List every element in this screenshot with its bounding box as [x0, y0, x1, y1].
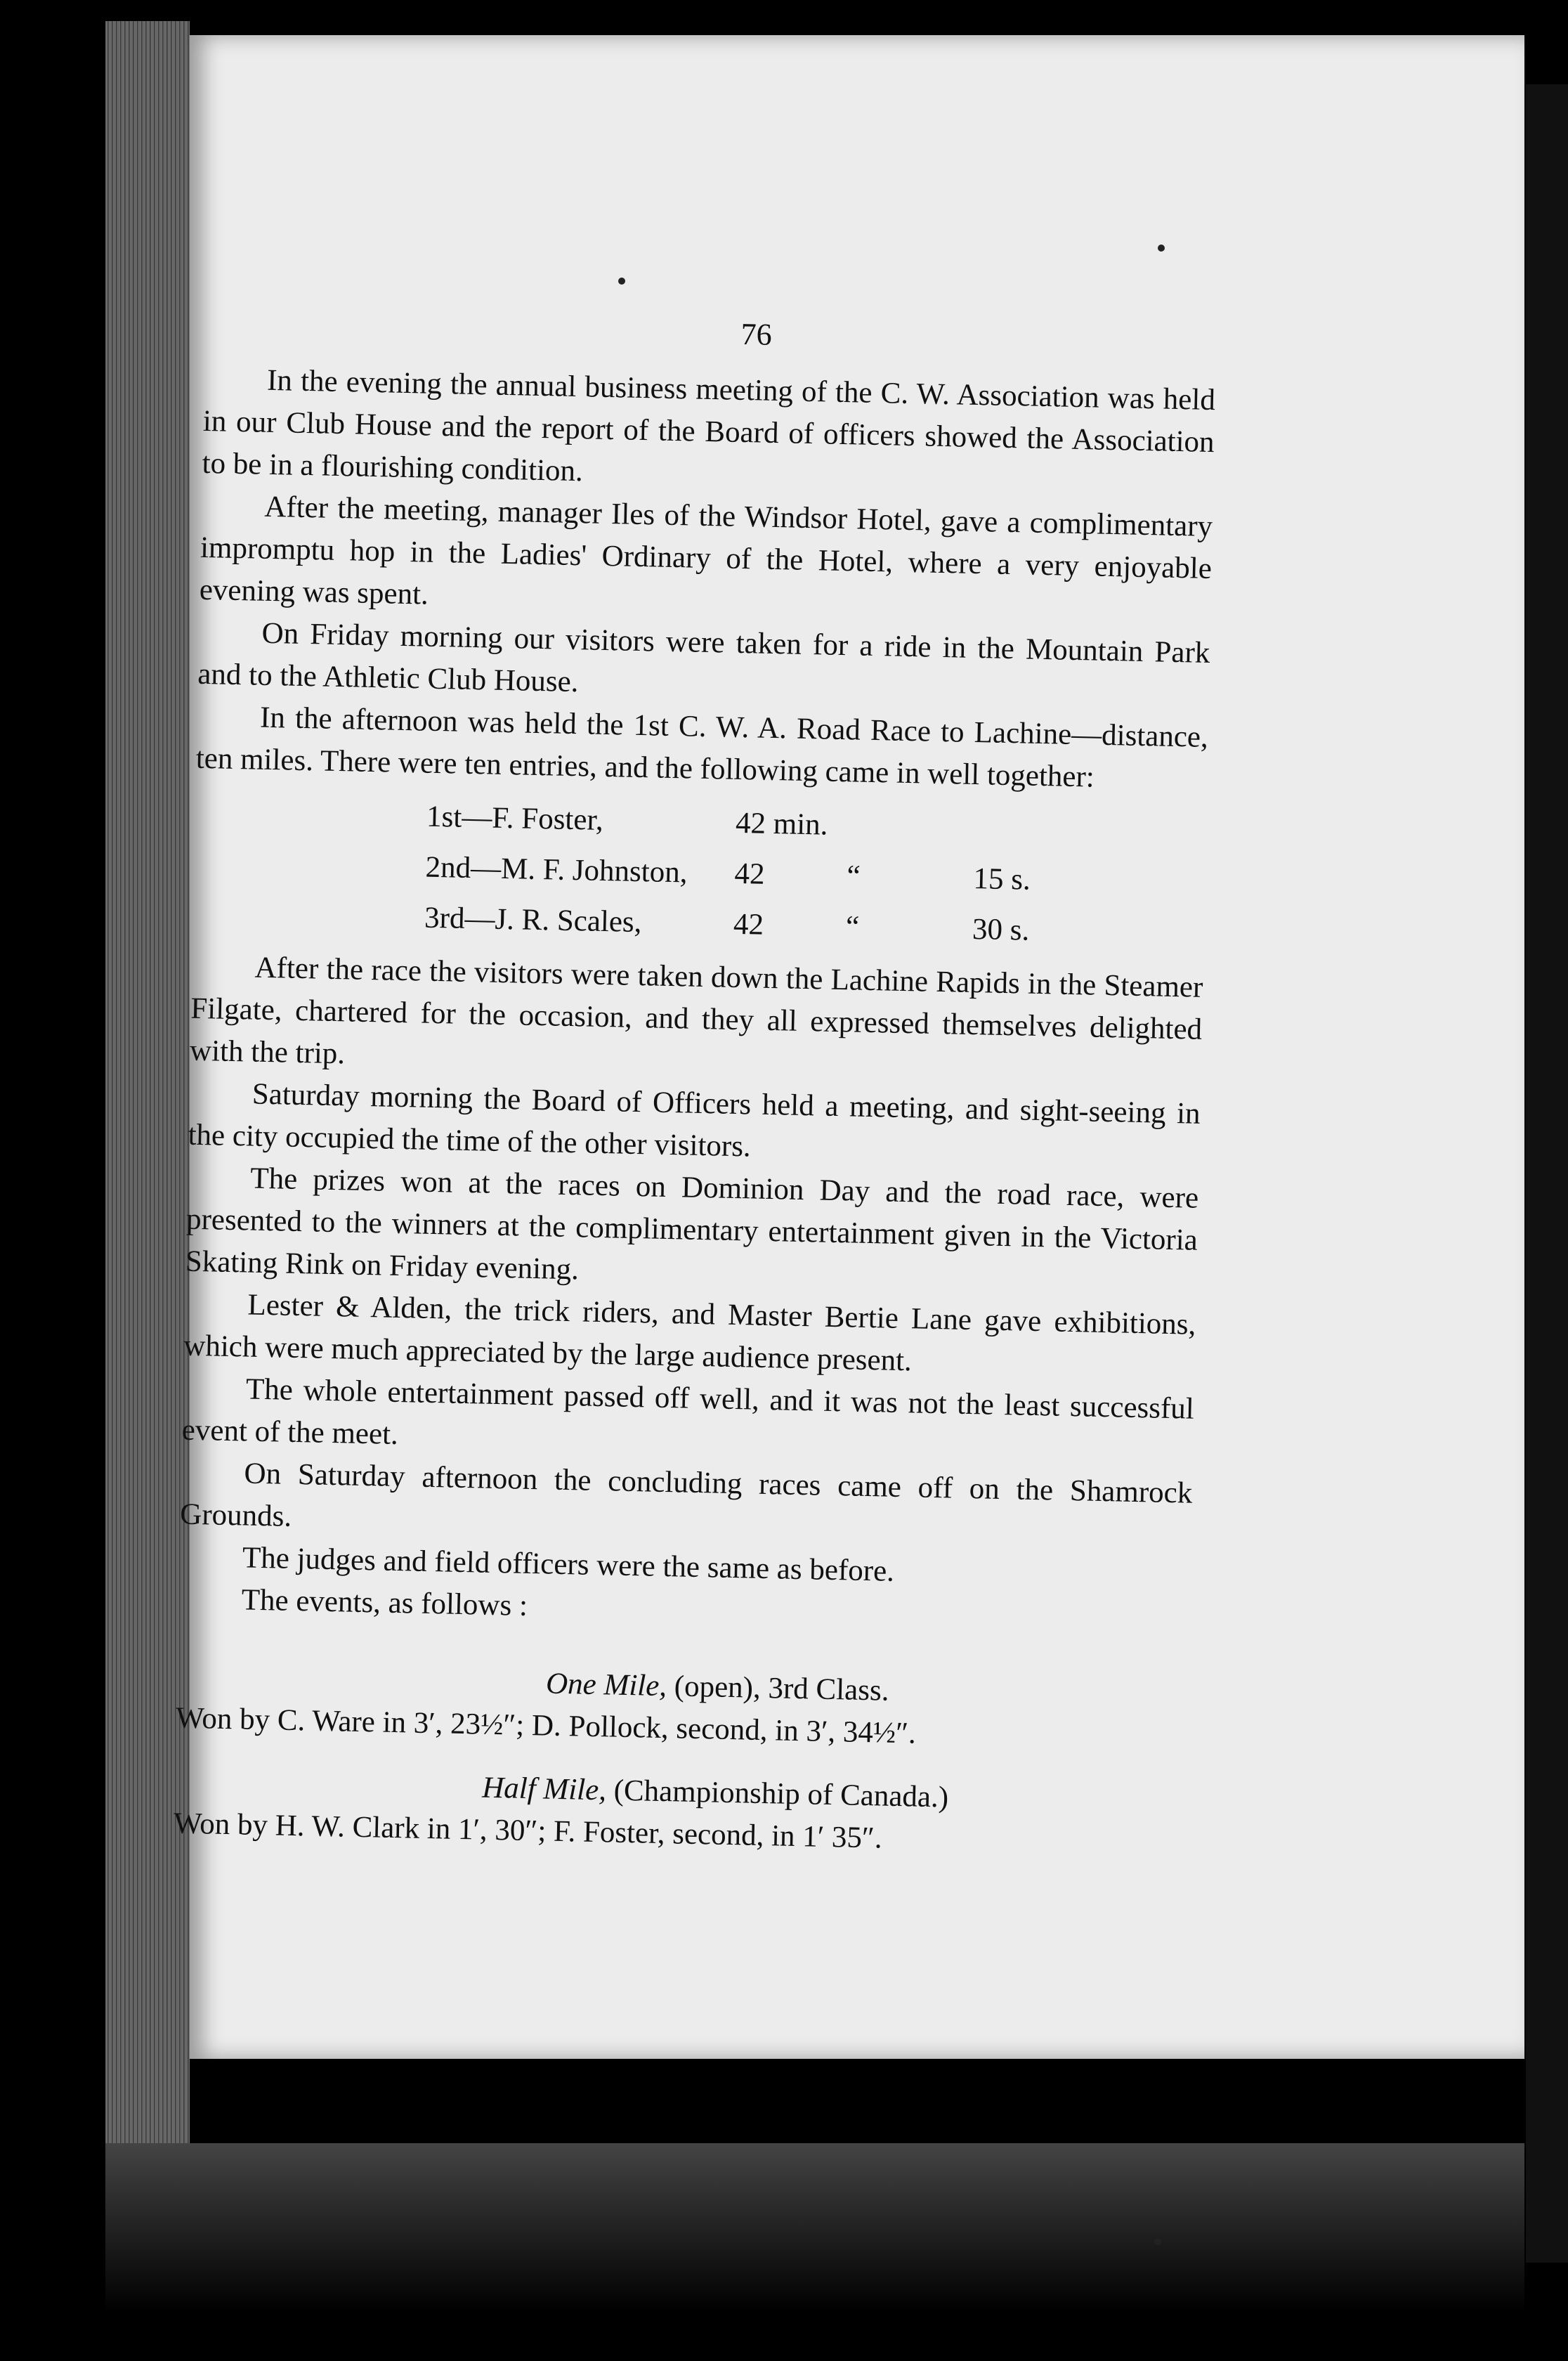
result-place: 3rd—J. R. Scales,	[424, 901, 642, 939]
event-detail: (open), 3rd Class.	[666, 1670, 889, 1708]
event-title: Half Mile,	[481, 1771, 607, 1807]
paragraph: In the evening the annual business meeting of the C. W. Association was held in our Club House and the report of the Board of officers showed the Association to be in a flourishing condition.	[202, 363, 1216, 488]
event-result: Won by H. W. Clark in 1′, 30″; F. Foster, second, in 1′ 35″.	[173, 1807, 883, 1855]
result-place: 1st—F. Foster,	[426, 800, 604, 837]
paragraph: After the race the visitors were taken down the Lachine Rapids in the Steamer Filgate, chartered for the occasion, and they all expressed themselves delighted with the trip.	[189, 951, 1203, 1071]
paragraph: The events, as follows :	[241, 1583, 528, 1622]
paragraph: Lester & Alden, the trick riders, and Master Bertie Lane gave exhibitions, which were much appreciated by the large audience present.	[183, 1288, 1196, 1378]
event-detail: (Championship of Canada.)	[606, 1774, 949, 1814]
event-title: One Mile,	[545, 1667, 667, 1703]
paragraph: The judges and field officers were the same as before.	[242, 1541, 895, 1588]
ink-speck	[1154, 2238, 1161, 2245]
paragraph: In the afternoon was held the 1st C. W. A. Road Race to Lachine—distance, ten miles. There were ten entries, and the following came in well together:	[195, 701, 1209, 794]
result-place: 2nd—M. F. Johnston,	[425, 850, 688, 890]
result-minutes: 42	[734, 857, 766, 891]
paragraph: Saturday morning the Board of Officers held a meeting, and sight-seeing in the city occupied the time of the other visitors.	[188, 1077, 1201, 1164]
paragraph: On Friday morning our visitors were taken for a ride in the Mountain Park and to the Athletic Club House.	[197, 616, 1210, 699]
result-minutes: 42 min.	[735, 806, 828, 842]
paragraph: On Saturday afternoon the concluding races came off on the Shamrock Grounds.	[179, 1457, 1193, 1533]
road-race-results	[424, 792, 1206, 960]
event-result: Won by C. Ware in 3′, 23½″; D. Pollock, second, in 3′, 34½″.	[175, 1701, 917, 1750]
paragraph: After the meeting, manager Iles of the Windsor Hotel, gave a complimentary impromptu hop in the Ladies' Ordinary of the Hotel, where a very enjoyable evening was spent.	[199, 490, 1213, 611]
result-ditto: “	[847, 859, 861, 893]
page-bottom-shadow	[105, 2143, 1524, 2312]
paragraph: The prizes won at the races on Dominion Day and the road race, were presented to the winners at the complimentary entertainment given in the Victoria Skating Rink on Friday evening.	[185, 1162, 1199, 1287]
result-minutes: 42	[733, 907, 764, 942]
result-ditto	[848, 826, 974, 828]
result-seconds: 30 s.	[972, 912, 1030, 947]
page-text	[173, 49, 1222, 1866]
result-ditto: “	[845, 910, 860, 944]
paragraph: The whole entertainment passed off well, and it was not the least successful event of the meet.	[181, 1372, 1195, 1452]
result-seconds: 15 s.	[973, 861, 1031, 897]
page-right-edge	[1526, 84, 1568, 2263]
page-number: 76	[740, 316, 773, 352]
